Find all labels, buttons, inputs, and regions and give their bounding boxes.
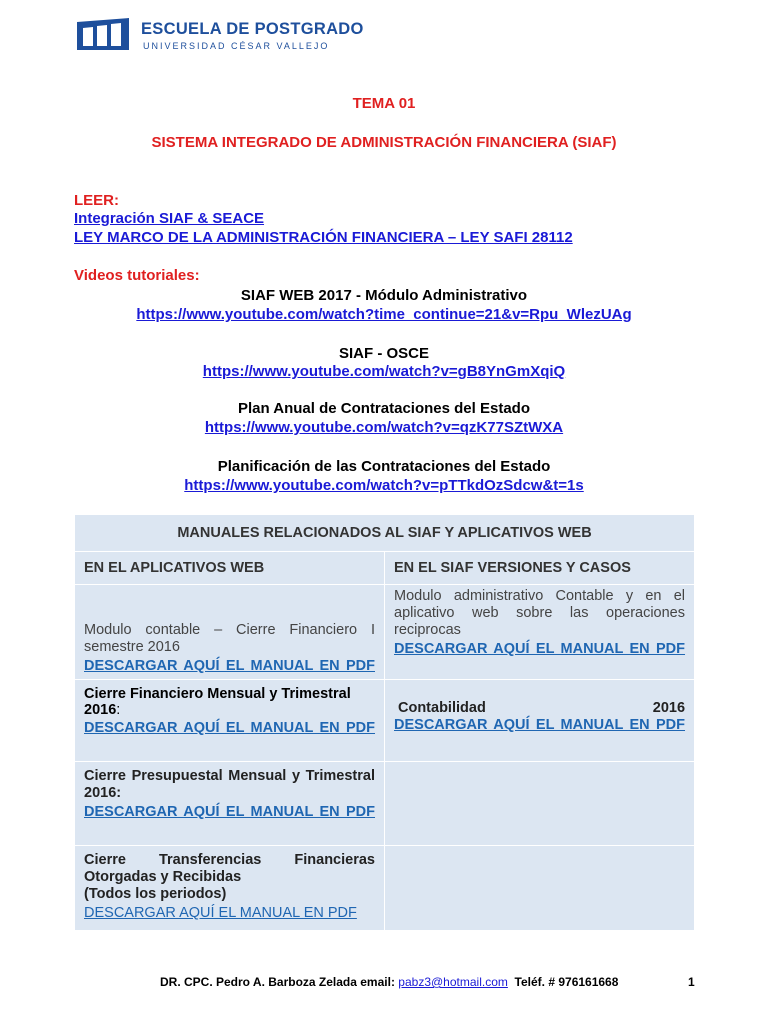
manual-description: Cierre Presupuestal Mensual y Trimestral 2016: bbox=[84, 768, 375, 801]
video-link[interactable]: https://www.youtube.com/watch?v=pTTkdOzSdcw&t=1s bbox=[184, 477, 584, 494]
footer-phone: Teléf. # 976161668 bbox=[514, 975, 619, 989]
manual-cell-empty bbox=[385, 846, 695, 931]
download-link[interactable]: DESCARGAR AQUÍ EL MANUAL EN PDF bbox=[394, 717, 686, 733]
manual-cell: Cierre Financiero Mensual y Trimestral 2016: DESCARGAR AQUÍ EL MANUAL EN PDF bbox=[75, 680, 385, 762]
column-header-web: EN EL APLICATIVOS WEB bbox=[75, 552, 385, 585]
manual-cell bbox=[75, 846, 385, 931]
manual-description: Cierre Financiero Mensual y Trimestral 2016 bbox=[84, 686, 351, 718]
manual-cell bbox=[75, 762, 385, 846]
manual-description: Modulo contable – Cierre Financiero I semestre 2016 bbox=[84, 622, 375, 655]
manual-description: Contabilidad bbox=[398, 700, 486, 716]
video-link[interactable]: https://www.youtube.com/watch?time_continue=21&v=Rpu_WlezUAg bbox=[136, 306, 632, 323]
logo-mark-icon bbox=[75, 16, 131, 52]
logo-subtitle: UNIVERSIDAD CÉSAR VALLEJO bbox=[143, 41, 330, 51]
manuals-header: MANUALES RELACIONADOS AL SIAF Y APLICATIVOS WEB bbox=[75, 515, 695, 552]
video-title: Plan Anual de Contrataciones del Estado bbox=[237, 400, 530, 417]
logo bbox=[75, 14, 425, 54]
video-link[interactable]: https://www.youtube.com/watch?v=qzK77SZtWXA bbox=[204, 419, 564, 436]
manual-year: 2016 bbox=[652, 700, 686, 716]
manual-period: (Todos los periodos) bbox=[84, 886, 227, 902]
page-title: TEMA 01 bbox=[352, 95, 416, 112]
download-link[interactable]: DESCARGAR AQUÍ EL MANUAL EN PDF bbox=[84, 905, 357, 921]
page-subtitle: SISTEMA INTEGRADO DE ADMINISTRACIÓN FINANCIERA (SIAF) bbox=[151, 134, 617, 151]
read-heading: LEER: bbox=[74, 192, 119, 209]
manual-cell-empty bbox=[385, 762, 695, 846]
manual-cell bbox=[385, 585, 695, 680]
page-number: 1 bbox=[688, 975, 695, 989]
footer-email-link[interactable]: pabz3@hotmail.com bbox=[398, 975, 508, 989]
manual-cell bbox=[385, 680, 695, 762]
footer-text: DR. CPC. Pedro A. Barboza Zelada email: pabz3@hotmail.com Teléf. # 976161668 bbox=[160, 975, 619, 989]
download-link[interactable]: DESCARGAR AQUÍ EL MANUAL EN PDF bbox=[394, 641, 686, 657]
video-link[interactable]: https://www.youtube.com/watch?v=gB8YnGmXqiQ bbox=[202, 363, 566, 380]
manual-description: Cierre Transferencias Financieras Otorgadas y Recibidas bbox=[84, 852, 375, 885]
column-header-siaf: EN EL SIAF VERSIONES Y CASOS bbox=[385, 552, 695, 585]
download-link[interactable]: DESCARGAR AQUÍ EL MANUAL EN PDF bbox=[84, 804, 375, 820]
video-title: Planificación de las Contrataciones del Estado bbox=[217, 458, 551, 475]
videos-heading: Videos tutoriales: bbox=[74, 267, 200, 284]
link-siaf-seace[interactable]: Integración SIAF & SEACE bbox=[74, 210, 265, 227]
manual-cell bbox=[75, 585, 385, 680]
logo-name: ESCUELA DE POSTGRADO bbox=[141, 20, 364, 38]
download-link[interactable]: DESCARGAR AQUÍ EL MANUAL EN PDF bbox=[84, 658, 375, 674]
manuals-table bbox=[74, 514, 695, 931]
download-link[interactable]: DESCARGAR AQUÍ EL MANUAL EN PDF bbox=[84, 720, 375, 736]
manual-description: Modulo administrativo Contable y en el aplicativo web sobre las operaciones reciprocas bbox=[394, 588, 686, 638]
video-title: SIAF - OSCE bbox=[338, 345, 429, 362]
link-ley-safi[interactable]: LEY MARCO DE LA ADMINISTRACIÓN FINANCIERA – LEY SAFI 28112 bbox=[74, 229, 573, 246]
video-title: SIAF WEB 2017 - Módulo Administrativo bbox=[240, 287, 528, 304]
